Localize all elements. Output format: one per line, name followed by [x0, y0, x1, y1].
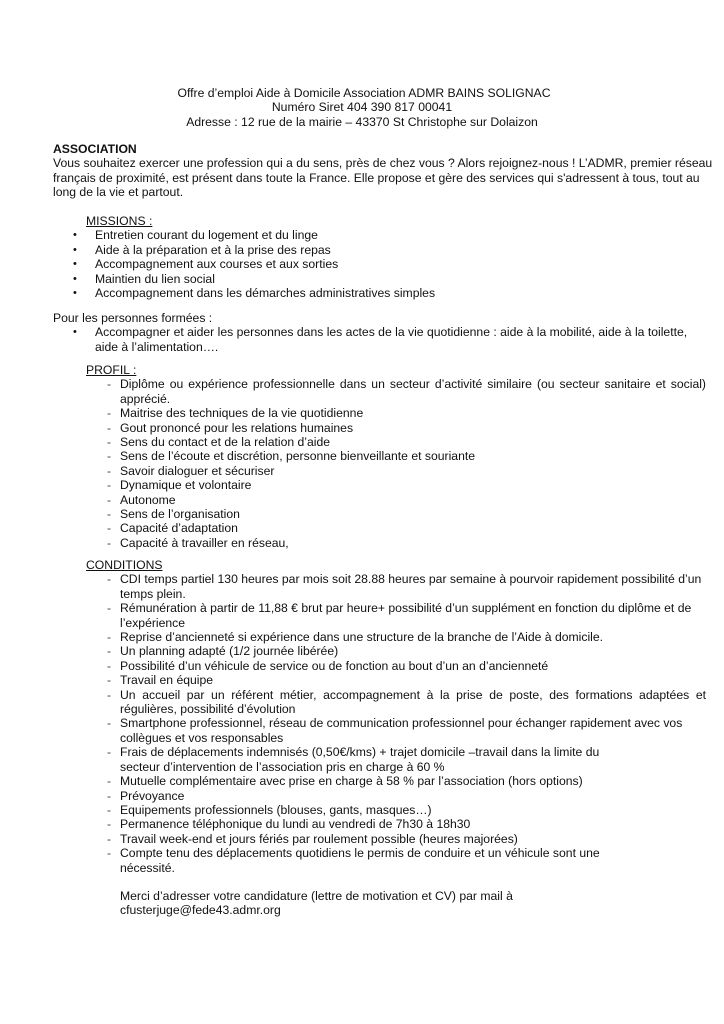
list-item: - Travail week-end et jours fériés par roulement possible (heures majorées) — [107, 831, 518, 846]
dash-icon: - — [107, 535, 112, 550]
dash-icon: - — [107, 716, 112, 731]
missions-list — [53, 228, 713, 300]
list-item: - Sens du contact et de la relation d’aide — [107, 435, 331, 450]
list-item: - Reprise d’ancienneté si expérience dans une structure de la branche de l’Aide à domicile. — [107, 630, 604, 645]
list-item: - Gout prononcé pour les relations humaines — [107, 420, 354, 435]
dash-icon: - — [107, 817, 112, 832]
dash-icon: - — [107, 521, 112, 536]
bullet-icon: • — [73, 229, 77, 242]
list-item: - Equipements professionnels (blouses, gants, masques…) — [107, 802, 432, 817]
bullet-icon: • — [73, 326, 77, 339]
list-item: - Capacité à travailler en réseau, — [107, 535, 289, 550]
profile-section — [86, 363, 706, 550]
trained-persons-section — [53, 311, 693, 354]
dash-icon: - — [107, 774, 112, 789]
dash-icon: - — [107, 435, 112, 450]
bullet-icon: • — [73, 243, 77, 256]
bullet-icon: • — [73, 272, 77, 285]
association-section — [53, 142, 713, 200]
dash-icon: - — [107, 478, 112, 493]
address: Adresse : 12 rue de la mairie – 43370 St Christophe sur Dolaizon — [186, 114, 538, 129]
dash-icon: - — [107, 406, 112, 421]
dash-icon: - — [107, 644, 112, 659]
list-item: - Un planning adapté (1/2 journée libérée) — [107, 644, 339, 659]
dash-icon: - — [107, 802, 112, 817]
siret-number: Numéro Siret 404 390 817 00041 — [271, 100, 453, 115]
job-offer-title: Offre d’emploi Aide à Domicile Association ADMR BAINS SOLIGNAC — [177, 86, 551, 100]
list-item: - Un accueil par un référent métier, accompagnement à la prise de poste, des formations adaptées et régulières, possibilité d’évolution — [107, 687, 706, 717]
trained-persons-heading: Pour les personnes formées : — [53, 311, 213, 325]
conditions-heading: CONDITIONS — [86, 558, 163, 572]
trained-persons-list — [53, 325, 693, 354]
dash-icon: - — [107, 788, 112, 803]
list-item: - Travail en équipe — [107, 673, 214, 688]
list-item: - Rémunération à partir de 11,88 € brut par heure+ possibilité d’un supplément en fonction du diplôme et de l’expérience — [107, 601, 692, 630]
association-intro: Vous souhaitez exercer une profession qui a du sens, près de chez vous ? Alors rejoignez-nous ! L’ADMR, premier réseau français de proximité, est présent dans toute la France. Elle propose et gère des services qui s'adressent à tous, tout au long de la vie et partout. — [53, 156, 713, 200]
bullet-icon: • — [73, 287, 77, 300]
list-item: • Accompagner et aider les personnes dans les actes de la vie quotidienne : aide à la mobilité, aide à la toilette, aide à l’alimentation…. — [73, 325, 688, 354]
profile-list — [86, 377, 706, 550]
association-heading: ASSOCIATION — [53, 142, 137, 156]
dash-icon: - — [107, 831, 112, 846]
dash-icon: - — [107, 463, 112, 478]
list-item: - Sens de l’organisation — [107, 507, 240, 522]
list-item: • Maintien du lien social — [73, 271, 215, 286]
dash-icon: - — [107, 630, 112, 645]
list-item: - Frais de déplacements indemnisés (0,50€/kms) + trajet domicile –travail dans la limite du secteur d’intervention de l’association pris en charge à 60 % — [107, 745, 600, 774]
dash-icon: - — [107, 658, 112, 673]
list-item: • Accompagnement aux courses et aux sorties — [73, 257, 339, 272]
list-item: - Dynamique et volontaire — [107, 478, 252, 493]
bullet-icon: • — [73, 258, 77, 271]
missions-heading: MISSIONS : — [86, 214, 153, 228]
list-item: • Entretien courant du logement et du linge — [73, 228, 318, 243]
dash-icon: - — [107, 449, 112, 464]
dash-icon: - — [107, 745, 112, 760]
dash-icon: - — [107, 507, 112, 522]
list-item: - Prévoyance — [107, 788, 185, 803]
dash-icon: - — [107, 846, 112, 861]
conditions-list — [86, 572, 706, 875]
list-item: - Compte tenu des déplacements quotidiens le permis de conduire et un véhicule sont une nécessité. — [107, 846, 600, 875]
profile-heading: PROFIL : — [86, 363, 137, 377]
list-item: • Accompagnement dans les démarches administratives simples — [73, 286, 436, 301]
list-item: - Possibilité d’un véhicule de service ou de fonction au bout d’un an d’ancienneté — [107, 658, 549, 673]
list-item: - Mutuelle complémentaire avec prise en charge à 58 % par l’association (hors options) — [107, 774, 583, 789]
conditions-section — [86, 558, 706, 918]
dash-icon: - — [107, 572, 112, 587]
list-item: - Autonome — [107, 492, 176, 507]
list-item: - Sens de l’écoute et discrétion, personne bienveillante et souriante — [107, 449, 476, 464]
list-item: - Capacité d’adaptation — [107, 521, 238, 536]
list-item: - Savoir dialoguer et sécuriser — [107, 463, 275, 478]
closing-section — [86, 889, 706, 918]
application-instructions: Merci d’adresser votre candidature (lettre de motivation et CV) par mail à — [120, 888, 513, 903]
list-item: - Permanence téléphonique du lundi au vendredi de 7h30 à 18h30 — [107, 817, 471, 832]
dash-icon: - — [107, 420, 112, 435]
list-item: - Diplôme ou expérience professionnelle dans un secteur d’activité similaire (ou secteur sanitaire et social) apprécié. — [107, 377, 706, 406]
contact-email[interactable]: cfusterjuge@fede43.admr.org — [120, 903, 281, 918]
dash-icon: - — [107, 601, 112, 616]
list-item: - CDI temps partiel 130 heures par mois soit 28.88 heures par semaine à pourvoir rapidement possibilité d’un temps plein. — [107, 572, 702, 601]
missions-section — [53, 214, 713, 300]
list-item: • Aide à la préparation et à la prise des repas — [73, 242, 331, 257]
dash-icon: - — [107, 687, 112, 702]
dash-icon: - — [107, 673, 112, 688]
dash-icon: - — [107, 492, 112, 507]
list-item: - Smartphone professionnel, réseau de communication professionnel pour échanger rapidement avec vos collègues et vos responsables — [107, 716, 683, 745]
dash-icon: - — [107, 377, 112, 392]
list-item: - Maitrise des techniques de la vie quotidienne — [107, 406, 364, 421]
document-header — [0, 86, 724, 129]
